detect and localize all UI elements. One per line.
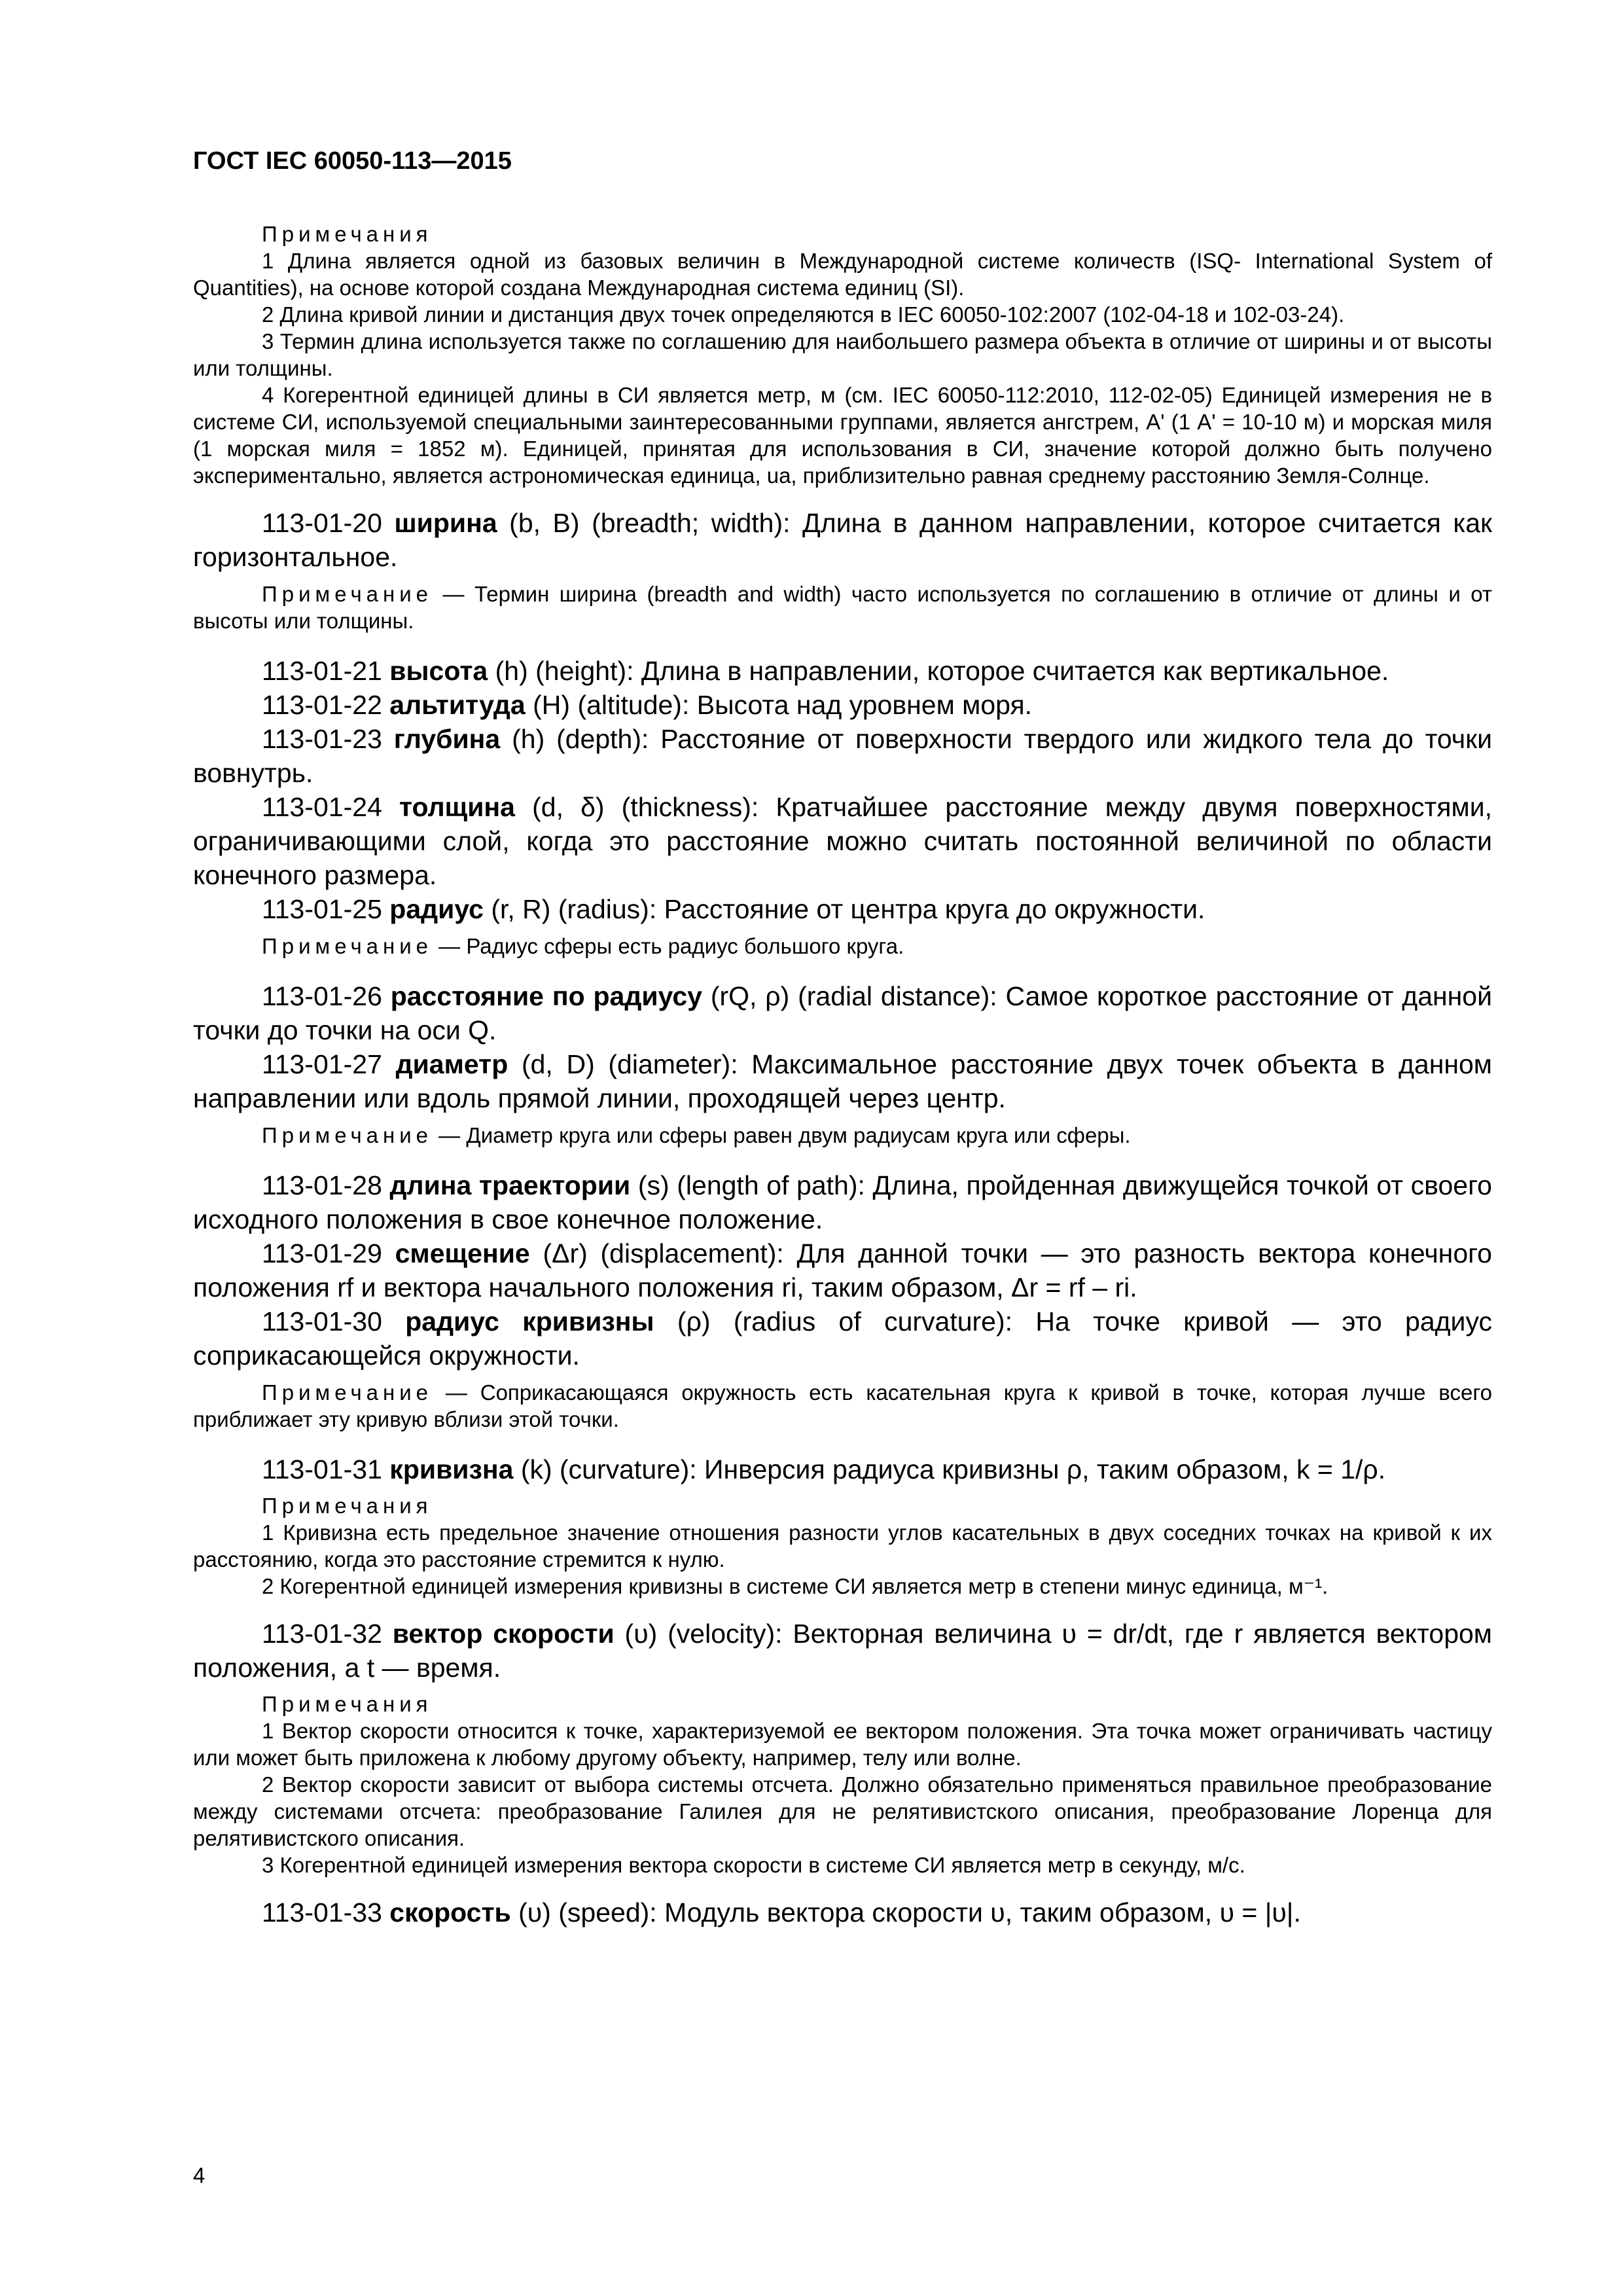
term-description: (k) (curvature): Инверсия радиуса кривизны ρ, таким образом, k = 1/ρ. <box>513 1454 1386 1484</box>
definition-113-01-20 <box>193 506 1492 574</box>
term-code: 113-01-25 <box>262 894 382 924</box>
term-code: 113-01-23 <box>262 724 382 754</box>
page-number: 4 <box>193 2163 205 2187</box>
term-name: длина траектории <box>389 1170 631 1200</box>
term-description: (h) (depth): Расстояние от поверхности твердого или жидкого тела до точки вовнутрь. <box>193 724 1492 788</box>
note-113-01-30 <box>193 1379 1492 1433</box>
note-label: Примечание <box>262 1123 433 1147</box>
note-text: — Соприкасающаяся окружность есть касательная круга к кривой в точке, которая лучше всего приближает эту кривую вблизи этой точки. <box>193 1380 1492 1431</box>
term-name: толщина <box>399 792 515 822</box>
notes-length <box>193 221 1492 489</box>
term-description: (υ) (speed): Модуль вектора скорости υ, таким образом, υ = |υ|. <box>510 1897 1301 1928</box>
notes-heading: Примечания <box>262 222 433 246</box>
term-code: 113-01-32 <box>262 1619 382 1649</box>
definition-113-01-30 <box>193 1304 1492 1372</box>
note-item: 2 Когерентной единицей измерения кривизны в системе СИ является метр в степени минус единица, м⁻¹. <box>262 1574 1329 1598</box>
term-code: 113-01-22 <box>262 690 382 720</box>
term-description: (s) (length of path): Длина, пройденная движущейся точкой от своего исходного положения в свое конечное положение. <box>193 1170 1492 1234</box>
term-code: 113-01-29 <box>262 1238 382 1268</box>
document-header: ГОСТ IEC 60050-113—2015 <box>193 147 512 175</box>
note-text: — Диаметр круга или сферы равен двум радиусам круга или сферы. <box>433 1123 1131 1147</box>
notes-velocity <box>193 1691 1492 1878</box>
term-description: (Δr) (displacement): Для данной точки — это разность вектора конечного положения rf и вектора начального положения ri, таким образом, Δr = rf – ri. <box>193 1238 1492 1302</box>
term-name: альтитуда <box>389 690 526 720</box>
term-name: глубина <box>393 724 501 754</box>
note-label: Примечание <box>262 582 433 606</box>
term-name: радиус <box>389 894 484 924</box>
term-description: (H) (altitude): Высота над уровнем моря. <box>525 690 1033 720</box>
term-code: 113-01-33 <box>262 1897 382 1928</box>
note-label: Примечание <box>262 934 433 958</box>
definition-113-01-21 <box>193 654 1492 688</box>
term-code: 113-01-27 <box>262 1049 382 1079</box>
note-113-01-25 <box>193 933 1492 960</box>
document-page <box>193 147 1492 1929</box>
term-name: высота <box>389 656 488 686</box>
term-description: (υ) (velocity): Векторная величина υ = dr/dt, где r является вектором положения, а t — время. <box>193 1619 1492 1683</box>
definition-113-01-33 <box>193 1895 1492 1929</box>
term-code: 113-01-26 <box>262 981 382 1011</box>
term-description: (d, δ) (thickness): Кратчайшее расстояние между двумя поверхностями, ограничивающими слой, когда это расстояние можно считать постоянной величиной по области конечного размера. <box>193 792 1492 890</box>
term-name: расстояние по радиусу <box>390 981 702 1011</box>
term-code: 113-01-20 <box>262 508 382 538</box>
definition-113-01-31 <box>193 1452 1492 1486</box>
term-code: 113-01-24 <box>262 792 382 822</box>
definition-113-01-26 <box>193 979 1492 1047</box>
notes-heading: Примечания <box>262 1494 433 1518</box>
notes-curvature <box>193 1493 1492 1600</box>
note-text: — Термин ширина (breadth and width) часто используется по соглашению в отличие от длины и от высоты или толщины. <box>193 582 1492 633</box>
term-name: смещение <box>395 1238 530 1268</box>
definition-113-01-22 <box>193 688 1492 722</box>
definition-113-01-29 <box>193 1236 1492 1304</box>
term-name: радиус кривизны <box>405 1306 654 1336</box>
note-item: 4 Когерентной единицей длины в СИ является метр, м (см. IEC 60050-112:2010, 112-02-05) Единицей измерения не в системе СИ, используемой специальными заинтересованными группами, является ангстрем, А' (1 А' = 10-10 м) и морская миля (1 морская миля = 1852 м). Единицей, принятая для использования в СИ, значение которой должно быть получено экспериментально, является астрономическая единица, ua, приблизительно равная среднему расстоянию Земля-Солнце. <box>193 383 1492 488</box>
term-code: 113-01-31 <box>262 1454 382 1484</box>
note-text: — Радиус сферы есть радиус большого круга. <box>433 934 904 958</box>
term-code: 113-01-28 <box>262 1170 382 1200</box>
definition-113-01-28 <box>193 1168 1492 1236</box>
term-name: скорость <box>389 1897 511 1928</box>
definition-113-01-24 <box>193 790 1492 892</box>
definition-113-01-27 <box>193 1047 1492 1115</box>
term-name: ширина <box>394 508 497 538</box>
term-name: диаметр <box>395 1049 508 1079</box>
note-item: 3 Термин длина используется также по соглашению для наибольшего размера объекта в отличие от ширины и от высоты или толщины. <box>193 329 1492 380</box>
note-item: 2 Длина кривой линии и дистанция двух точек определяются в IEC 60050-102:2007 (102-04-18 и 102-03-24). <box>262 302 1345 327</box>
notes-heading: Примечания <box>262 1692 433 1716</box>
definition-113-01-25 <box>193 892 1492 926</box>
note-label: Примечание <box>262 1380 433 1405</box>
term-name: вектор скорости <box>392 1619 615 1649</box>
note-item: 3 Когерентной единицей измерения вектора скорости в системе СИ является метр в секунду, м/с. <box>262 1853 1245 1877</box>
note-item: 1 Вектор скорости относится к точке, характеризуемой ее вектором положения. Эта точка может ограничивать частицу или может быть приложена к любому другому объекту, например, телу или волне. <box>193 1719 1492 1770</box>
definition-113-01-23 <box>193 722 1492 790</box>
term-description: (r, R) (radius): Расстояние от центра круга до окружности. <box>483 894 1205 924</box>
note-item: 2 Вектор скорости зависит от выбора системы отсчета. Должно обязательно применяться правильное преобразование между системами отсчета: преобразование Галилея для не релятивистского описания, преобразование Лоренца для релятивистского описания. <box>193 1772 1492 1850</box>
term-description: (d, D) (diameter): Максимальное расстояние двух точек объекта в данном направлении или вдоль прямой линии, проходящей через центр. <box>193 1049 1492 1113</box>
term-description: (b, B) (breadth; width): Длина в данном направлении, которое считается как горизонтальное. <box>193 508 1492 572</box>
term-code: 113-01-30 <box>262 1306 382 1336</box>
term-description: (h) (height): Длина в направлении, которое считается как вертикальное. <box>488 656 1389 686</box>
note-item: 1 Кривизна есть предельное значение отношения разности углов касательных в двух соседних точках на кривой к их расстоянию, когда это расстояние стремится к нулю. <box>193 1520 1492 1571</box>
term-description: (rQ, ρ) (radial distance): Самое короткое расстояние от данной точки до точки на оси Q. <box>193 981 1492 1045</box>
term-name: кривизна <box>389 1454 514 1484</box>
term-code: 113-01-21 <box>262 656 382 686</box>
term-description: (ρ) (radius of curvature): На точке кривой — это радиус соприкасающейся окружности. <box>193 1306 1492 1371</box>
note-item: 1 Длина является одной из базовых величин в Международной системе количеств (ISQ- International System of Quantities), на основе которой создана Международная система единиц (SI). <box>193 249 1492 300</box>
definition-113-01-32 <box>193 1617 1492 1685</box>
note-113-01-27 <box>193 1122 1492 1149</box>
note-113-01-20 <box>193 581 1492 634</box>
